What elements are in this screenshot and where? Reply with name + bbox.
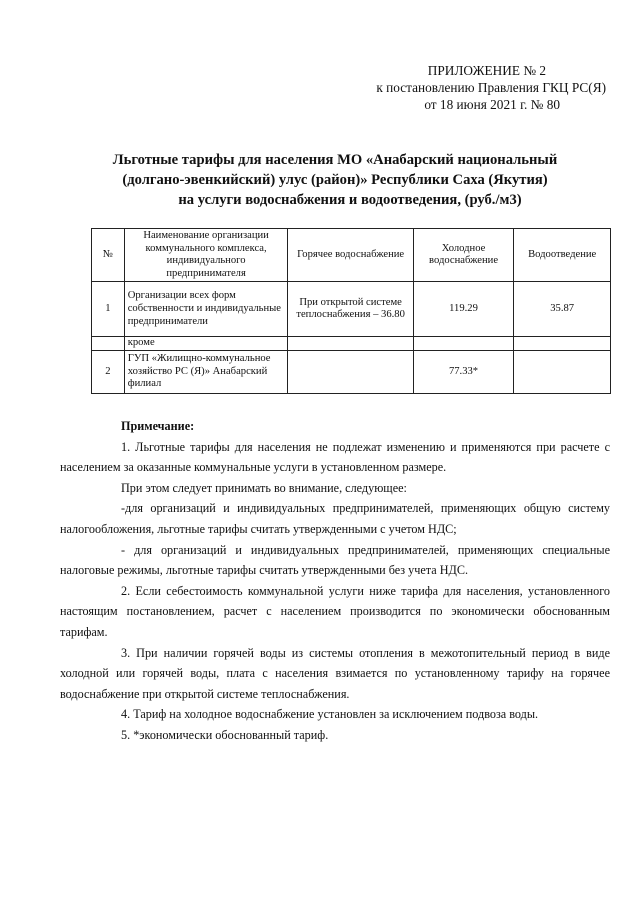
row1-num: 1: [92, 282, 125, 337]
note-paragraph: 5. *экономически обоснованный тариф.: [121, 727, 329, 742]
note-paragraph: При этом следует принимать во внимание, следующее:: [121, 480, 407, 495]
except-row-cold: [413, 337, 514, 351]
except-label: кроме: [124, 337, 288, 351]
row1-drainage: 35.87: [514, 282, 611, 337]
appendix-resolution: к постановлению Правления ГКЦ РС(Я): [376, 80, 606, 95]
note-paragraph: 4. Тариф на холодное водоснабжение установлен за исключением подвоза воды.: [121, 707, 539, 722]
note-paragraph: - для организаций и индивидуальных предпринимателей, применяющих специальные налоговые режимы, льготные тарифы считать утвержденными без учета НДС.: [60, 542, 610, 578]
note-paragraph: 1. Льготные тарифы для населения не подлежат изменению и применяются при расчете с населением за оказанные коммунальные услуги в установленном размере.: [60, 439, 610, 475]
note-paragraph: -для организаций и индивидуальных предпринимателей, применяющих общую систему налогообложения, льготные тарифы считать утвержденными с учетом НДС;: [60, 501, 610, 536]
row1-org: Организации всех форм собственности и индивидуальные предприниматели: [124, 282, 288, 337]
header-num: №: [92, 229, 125, 282]
except-row-num: [92, 337, 125, 351]
appendix-header: [376, 62, 606, 113]
row2-cold-water: 77.33*: [413, 350, 514, 393]
header-hot-water: Горячее водоснабжение: [288, 229, 413, 282]
title-line-3: на услуги водоснабжения и водоотведения, (руб./м3): [178, 192, 522, 208]
header-drainage: Водоотведение: [514, 229, 611, 282]
except-row-drain: [514, 337, 611, 351]
row2-org: ГУП «Жилищно-коммунальное хозяйство РС (Я)» Анабарский филиал: [124, 350, 288, 393]
header-cold-water: Холодное водоснабжение: [413, 229, 514, 282]
title-line-2: (долгано-эвенкийский) улус (район)» Республики Саха (Якутия): [122, 172, 548, 188]
except-row-hot: [288, 337, 413, 351]
table-row: [92, 282, 611, 337]
table-row: [92, 350, 611, 393]
row1-hot-water: При открытой системе теплоснабжения – 36.80: [288, 282, 413, 337]
note-paragraph: 2. Если себестоимость коммунальной услуги ниже тарифа для населения, установленного настоящим постановлением, расчет с населением производится по экономически обоснованным тарифам.: [60, 583, 610, 639]
appendix-number: ПРИЛОЖЕНИЕ № 2: [427, 63, 546, 78]
note-paragraph: 3. При наличии горячей воды из системы отопления в межотопительный период в виде холодной или горячей воды, плата с населения взимается по установленному тарифу на горячее водоснабжение при открытой системе теплоснабжения.: [60, 645, 610, 701]
notes-heading: Примечание:: [121, 419, 195, 433]
title-line-1: Льготные тарифы для населения МО «Анабарский национальный: [112, 152, 558, 168]
table-header-row: [92, 229, 611, 282]
table-row: [92, 337, 611, 351]
row2-hot-water: [288, 350, 413, 393]
notes-section: [60, 416, 610, 746]
row2-drainage: [514, 350, 611, 393]
document-title: [60, 150, 610, 210]
header-org: Наименование организации коммунального комплекса, индивидуального предпринимателя: [124, 229, 288, 282]
tariffs-table: [91, 228, 611, 394]
row2-num: 2: [92, 350, 125, 393]
row1-cold-water: 119.29: [413, 282, 514, 337]
appendix-date: от 18 июня 2021 г. № 80: [424, 97, 560, 112]
